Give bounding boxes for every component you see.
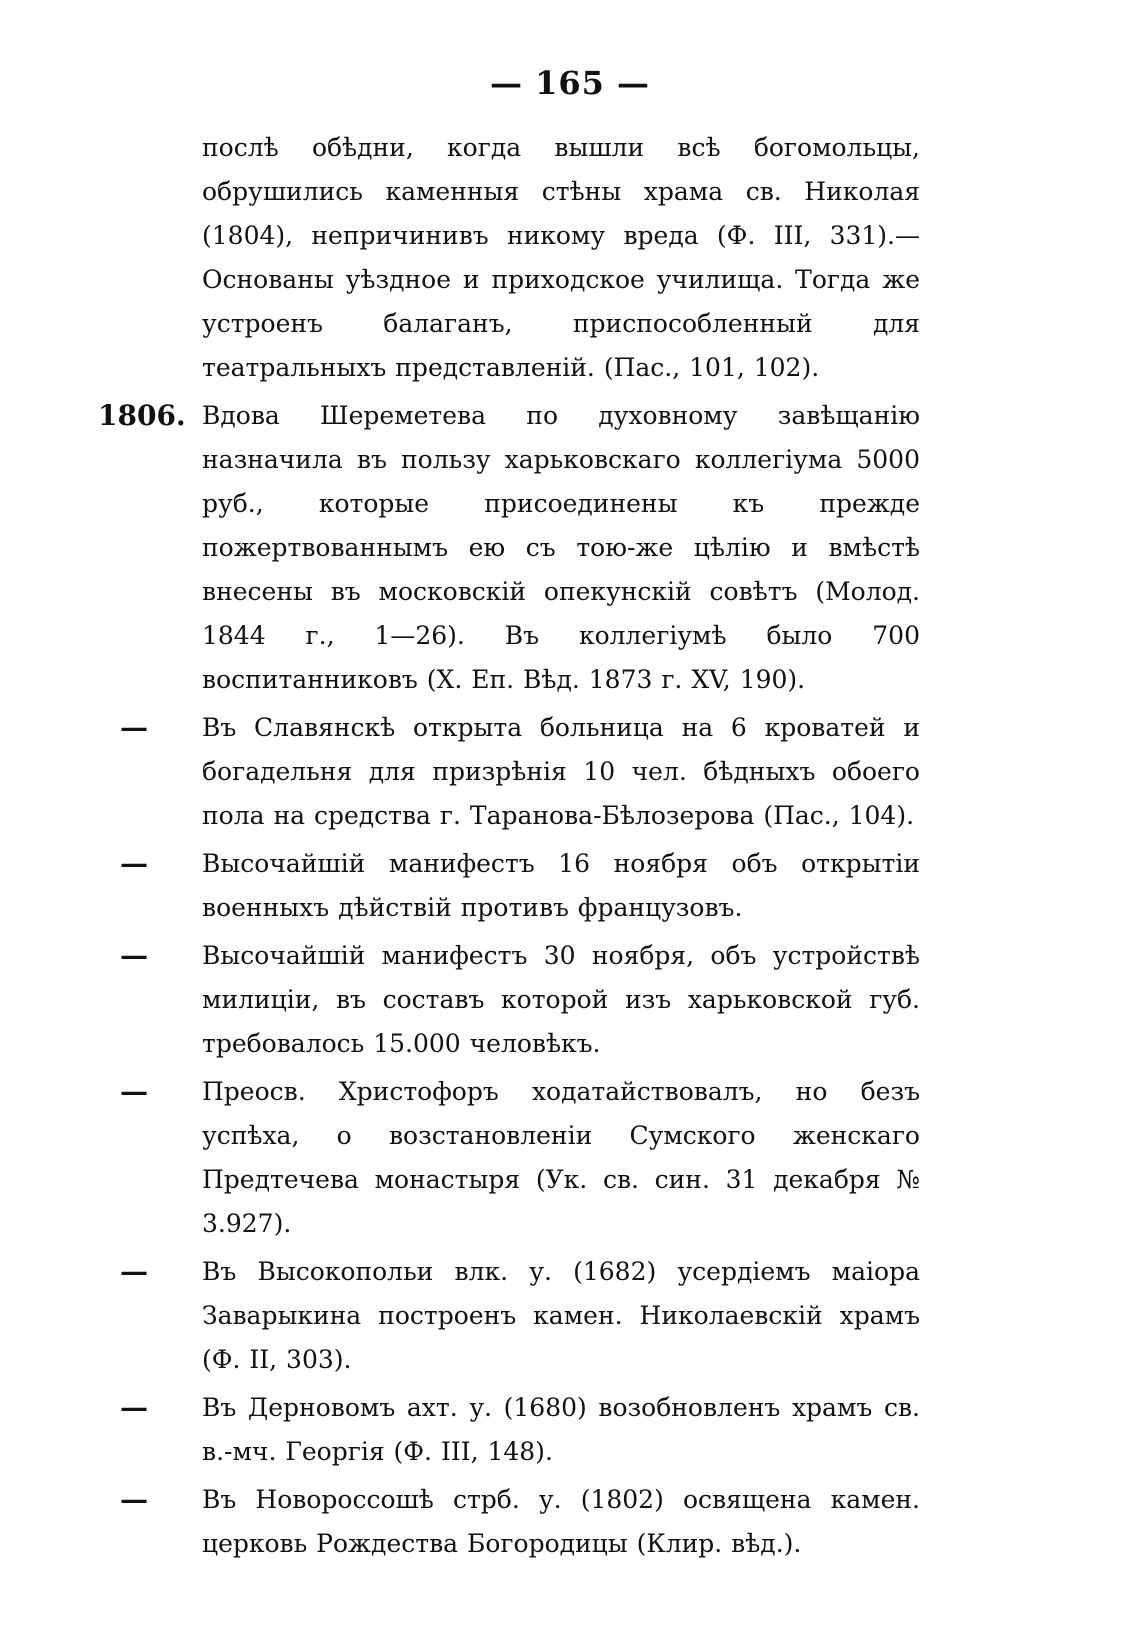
entry (98, 706, 920, 838)
entry-text: Въ Высокопольи влк. у. (1682) усердіемъ маіора Заварыкина построенъ камен. Николаевскій храмъ (Ф. II, 303). (202, 1257, 920, 1374)
entry-dash: — (120, 1075, 148, 1108)
entry (98, 1386, 920, 1474)
page-number: — 165 — (489, 64, 651, 102)
entry (98, 934, 920, 1066)
entry-text: Высочайшій манифестъ 30 ноября, объ устройствѣ милиціи, въ составъ которой изъ харьковской губ. требовалось 15.000 человѣкъ. (202, 941, 920, 1058)
entry-text: Въ Дерновомъ ахт. у. (1680) возобновленъ храмъ св. в.-мч. Георгія (Ф. III, 148). (202, 1393, 920, 1466)
entry-text: Высочайшій манифестъ 16 ноября объ открытіи военныхъ дѣйствій противъ французовъ. (202, 849, 920, 922)
entry (98, 842, 920, 930)
entry (98, 1478, 920, 1566)
entry (98, 1250, 920, 1382)
entry (98, 126, 920, 390)
entry-dash: — (120, 939, 148, 972)
chronicle-entries (98, 126, 920, 1566)
entry-text: Въ Славянскѣ открыта больница на 6 кроватей и богадельня для призрѣнія 10 чел. бѣдныхъ обоего пола на средства г. Таранова-Бѣлозерова (Пас., 104). (202, 713, 920, 830)
entry-text: Вдова Шереметева по духовному завѣщанію назначила въ пользу харьковскаго коллегіума 5000 руб., которые присоединены къ прежде пожертвованнымъ ею съ тою-же цѣлію и вмѣстѣ внесены въ московскій опекунскій совѣтъ (Молод. 1844 г., 1—26). Въ коллегіумѣ было 700 воспитанниковъ (X. Еп. Вѣд. 1873 г. XV, 190). (202, 401, 920, 694)
entry-year: 1806. (98, 399, 186, 432)
entry-dash: — (120, 1255, 148, 1288)
entry-dash: — (120, 847, 148, 880)
entry-text: Въ Новороссошѣ стрб. у. (1802) освящена камен. церковь Рождества Богородицы (Клир. вѣд.). (202, 1485, 920, 1558)
entry-dash: — (120, 711, 148, 744)
entry-text: Преосв. Христофоръ ходатайствовалъ, но безъ успѣха, о возстановленіи Сумского женскаго Предтечева монастыря (Ук. св. син. 31 декабря № 3.927). (202, 1077, 920, 1238)
entry (98, 1070, 920, 1246)
entry (98, 394, 920, 702)
entry-dash: — (120, 1391, 148, 1424)
entry-text: послѣ обѣдни, когда вышли всѣ богомольцы, обрушились каменныя стѣны храма св. Николая (1804), непричинивъ никому вреда (Ф. III, 331).—Основаны уѣздное и приходское училища. Тогда же устроенъ балаганъ, приспособленный для театральныхъ представленій. (Пас., 101, 102). (202, 133, 920, 382)
entry-dash: — (120, 1483, 148, 1516)
